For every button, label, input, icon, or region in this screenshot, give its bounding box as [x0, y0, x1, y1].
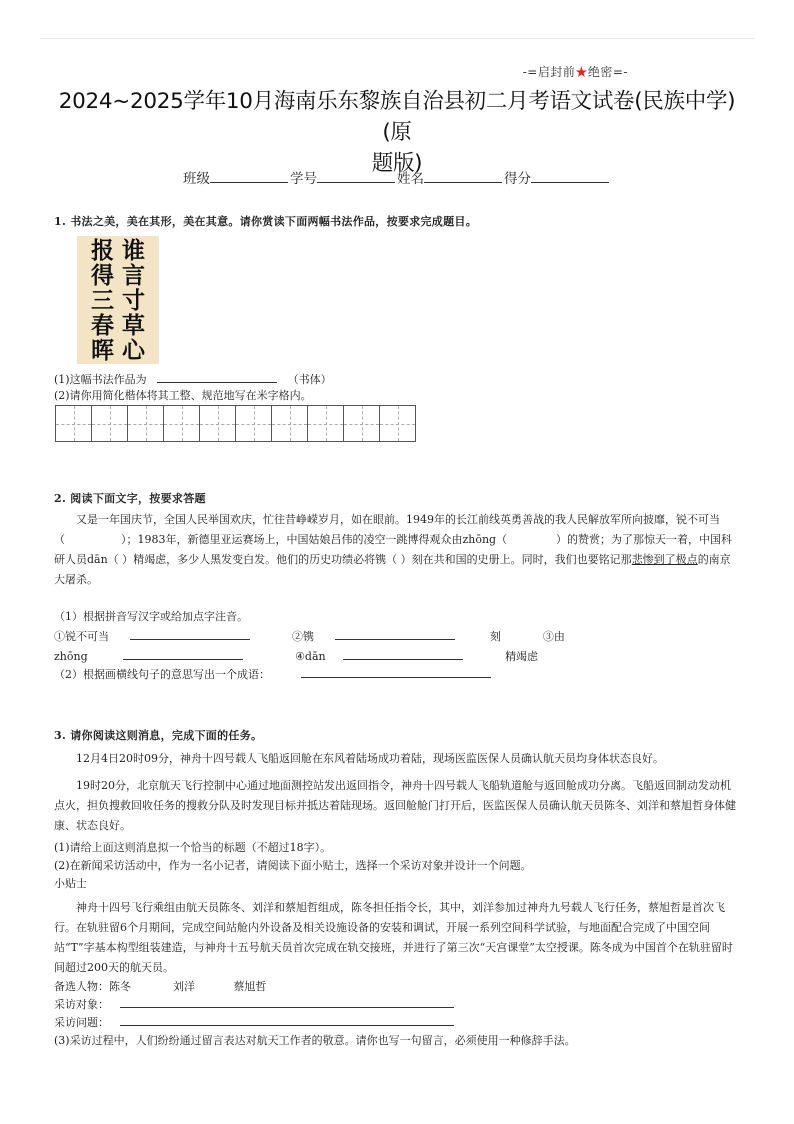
news-paragraph-2: 19时20分，北京航天飞行控制中心通过地面测控站发出返回指令，神舟十四号载人飞船轨道舱与返回舱成功分离。飞船返回制动发动机点火，担负搜救回收任务的搜救分队及时发现目标并抵达着陆现场。返回舱舱门打开后，医监医保人员确认航天员陈冬、刘洋和蔡旭哲身体健康、状态良好。	[54, 779, 736, 832]
grid-cell[interactable]	[272, 406, 308, 442]
q3-task1: (1)请给上面这则消息拟一个恰当的标题（不超过18字）。	[54, 841, 332, 854]
q3-task3: (3)采访过程中，人们纷纷通过留言表达对航天工作者的敬意。请你也写一句留言，必须使用一种修辞手法。	[54, 1034, 576, 1047]
answer-line-2[interactable]	[335, 627, 455, 640]
title-line-2: 题版)	[371, 151, 423, 176]
news-paragraph-1: 12月4日20时09分，神舟十四号载人飞船返回舱在东风着陆场成功着陆，现场医监医保人员确认航天员均身体状态良好。	[76, 752, 664, 765]
top-divider	[40, 38, 754, 39]
title-line-1: 2024~2025学年10月海南乐东黎族自治县初二月考语文试卷(民族中学)(原	[58, 89, 736, 145]
underlined-phrase: 悲惨到了极点	[631, 553, 698, 566]
grid-cell[interactable]	[200, 406, 236, 442]
id-field[interactable]	[317, 170, 395, 183]
grid-cell[interactable]	[92, 406, 128, 442]
id-label: 学号	[290, 171, 317, 187]
calligraphy-image	[77, 236, 159, 364]
tip-text: 神舟十四号飞行乘组由航天员陈冬、刘洋和蔡旭哲组成，陈冬担任指令长，其中，刘洋参加过神舟九号载人飞行任务，蔡旭哲是首次飞行。在轨驻留6个月期间，完成空间站舱内外设备及相关设施设备的安装和调试，开展一系列空间科学试验，与地面配合完成了中国空间站“T”字基本构型组装建造，与神舟十五号航天员首次完成在轨交接班，并进行了第三次“天宫课堂”太空授课。陈冬成为中国首个在轨驻留时间超过200天的航天员。	[54, 901, 733, 974]
class-field[interactable]	[210, 170, 288, 183]
grid-cell[interactable]	[128, 406, 164, 442]
question-2-heading: 2. 阅读下面文字，按要求答题	[54, 492, 206, 505]
q2-sub1: （1）根据拼音写汉字或给加点字注音。	[54, 610, 248, 623]
q1-answer-line[interactable]	[157, 370, 277, 383]
grid-cell[interactable]	[236, 406, 272, 442]
interview-target-line[interactable]	[120, 995, 454, 1008]
q1-sub2: (2)请你用简化楷体将其工整、规范地写在米字格内。	[54, 389, 312, 402]
name-field[interactable]	[424, 170, 502, 183]
page-title	[50, 86, 744, 179]
name-label: 姓名	[397, 171, 424, 187]
q2-row1: ①锐不可当 ②镌 刻 ③由	[54, 627, 744, 647]
grid-cell[interactable]	[164, 406, 200, 442]
grid-cell[interactable]	[308, 406, 344, 442]
confidential-mark: -=启封前★绝密=-	[522, 65, 628, 79]
question-3-heading: 3. 请你阅读这则消息，完成下面的任务。	[54, 729, 263, 742]
calligraphy-right-column: 谁 言 寸 草 心	[122, 237, 145, 364]
candidates-row: 备选人物：陈冬 刘洋 蔡旭哲	[54, 980, 267, 993]
idiom-answer-line[interactable]	[301, 665, 491, 678]
interview-question-line[interactable]	[120, 1013, 454, 1026]
q2-sub2: （2）根据画横线句子的意思写出一个成语：	[54, 665, 744, 685]
answer-line-4[interactable]	[343, 647, 463, 660]
score-label: 得分	[504, 171, 531, 187]
grid-cell[interactable]	[56, 406, 92, 442]
writing-grid[interactable]	[55, 405, 416, 442]
interview-question-row: 采访问题：	[54, 1013, 454, 1033]
q2-passage: 又是一年国庆节，全国人民举国欢庆，忙往昔峥嵘岁月，如在眼前。1949年的长江前线英勇善战的我人民解放军所向披靡，锐不可当（ ）；1983年，新德里亚运赛场上，中国姑娘吕伟的凌空一跳博得观众由zhōng（ ）的赞赏；为了那惊天一着，中国科研人员dān（ ）精竭虑，多少人黑发变白发。他们的历史功绩必将镌（ ）刻在共和国的史册上。同时，我们也要铭记那悲惨到了极点的南京大屠杀。	[54, 513, 733, 586]
grid-cell[interactable]	[344, 406, 380, 442]
tip-label: 小贴士	[54, 877, 87, 890]
grid-cell[interactable]	[380, 406, 416, 442]
student-info	[0, 167, 794, 187]
answer-line-3[interactable]	[123, 647, 243, 660]
interview-target-row: 采访对象：	[54, 995, 454, 1015]
question-1-heading: 1. 书法之美，美在其形，美在其意。请你赏读下面两幅书法作品，按要求完成题目。	[54, 215, 478, 228]
q3-task2: (2)在新闻采访活动中，作为一名小记者，请阅读下面小贴士，选择一个采访对象并设计一个问题。	[54, 859, 532, 872]
class-label: 班级	[183, 171, 210, 187]
q1-sub1: (1)这幅书法作品为 （书体）	[54, 370, 332, 390]
star-icon: ★	[575, 65, 588, 79]
q2-row2: zhōng ④dān 精竭虑	[54, 647, 744, 667]
answer-line-1[interactable]	[130, 627, 250, 640]
calligraphy-left-column: 报 得 三 春 晖	[91, 237, 114, 364]
score-field[interactable]	[531, 170, 609, 183]
